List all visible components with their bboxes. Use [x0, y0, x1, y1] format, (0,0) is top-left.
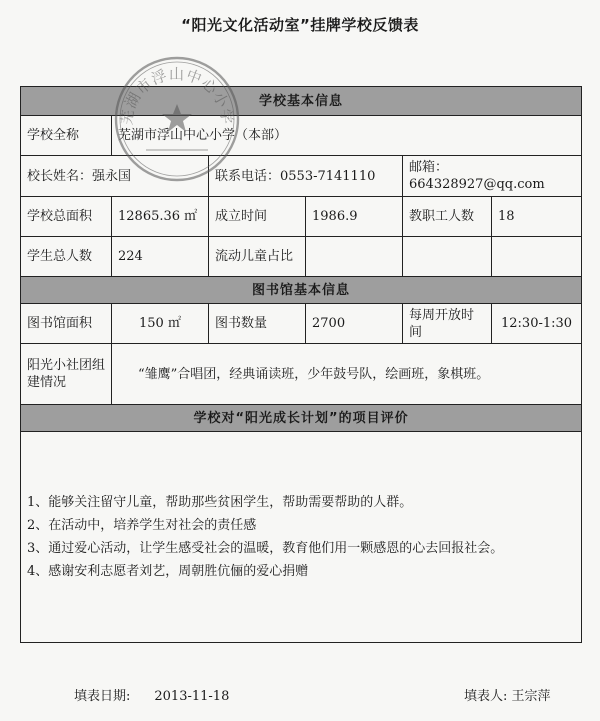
contact-email: 邮箱：664328927@qq.com — [403, 156, 582, 197]
library-area-value: 150 ㎡ — [112, 304, 209, 344]
book-count-value: 2700 — [306, 304, 403, 344]
student-count-value: 224 — [112, 237, 209, 277]
fill-date-value: 2013-11-18 — [154, 689, 230, 704]
principal-name: 校长姓名：强永国 — [21, 156, 209, 197]
book-count-label: 图书数量 — [209, 304, 306, 344]
empty-cell — [403, 237, 492, 277]
section-header-school-basic: 学校基本信息 — [21, 87, 582, 116]
filler-label: 填表人: — [464, 689, 508, 704]
migrant-ratio-label: 流动儿童占比 — [209, 237, 306, 277]
evaluation-item: 4、感谢安利志愿者刘艺，周朝胜伉俪的爱心捐赠 — [27, 564, 309, 579]
filler-value: 王宗萍 — [511, 689, 551, 704]
section-header-library-basic: 图书馆基本信息 — [21, 277, 582, 304]
opening-hours-label: 每周开放时间 — [403, 304, 492, 344]
empty-cell — [492, 237, 582, 277]
migrant-ratio-value — [306, 237, 403, 277]
school-name-label: 学校全称 — [21, 116, 112, 156]
evaluation-content — [21, 432, 582, 643]
opening-hours-value: 12:30-1:30 — [492, 304, 582, 344]
stamp-text: 芜湖市浮山中心小学 — [117, 65, 237, 127]
staff-count-label: 教职工人数 — [403, 197, 492, 237]
student-count-label: 学生总人数 — [21, 237, 112, 277]
evaluation-item: 2、在活动中，培养学生对社会的责任感 — [27, 518, 257, 533]
evaluation-item: 1、能够关注留守儿童，帮助那些贫困学生，帮助需要帮助的人群。 — [27, 495, 413, 510]
school-name-value: 芜湖市浮山中心小学（本部） — [112, 116, 582, 156]
school-seal-stamp — [110, 52, 244, 186]
clubs-value: “雏鹰”合唱团，经典诵读班，少年鼓号队，绘画班，象棋班。 — [112, 344, 582, 405]
evaluation-item: 3、通过爱心活动，让学生感受社会的温暖，教育他们用一颗感恩的心去回报社会。 — [27, 541, 504, 556]
star-icon — [162, 104, 192, 132]
contact-phone: 联系电话：0553-7141110 — [209, 156, 403, 197]
library-area-label: 图书馆面积 — [21, 304, 112, 344]
school-area-label: 学校总面积 — [21, 197, 112, 237]
feedback-form-table — [20, 86, 582, 643]
section-header-evaluation: 学校对“阳光成长计划”的项目评价 — [21, 405, 582, 432]
founded-value: 1986.9 — [306, 197, 403, 237]
fill-date — [74, 685, 229, 704]
fill-date-label: 填表日期: — [74, 689, 131, 704]
form-title: “阳光文化活动室”挂牌学校反馈表 — [181, 16, 419, 34]
filler — [464, 685, 551, 704]
school-area-value: 12865.36 ㎡ — [112, 197, 209, 237]
founded-label: 成立时间 — [209, 197, 306, 237]
staff-count-value: 18 — [492, 197, 582, 237]
clubs-label: 阳光小社团组建情况 — [21, 344, 112, 405]
